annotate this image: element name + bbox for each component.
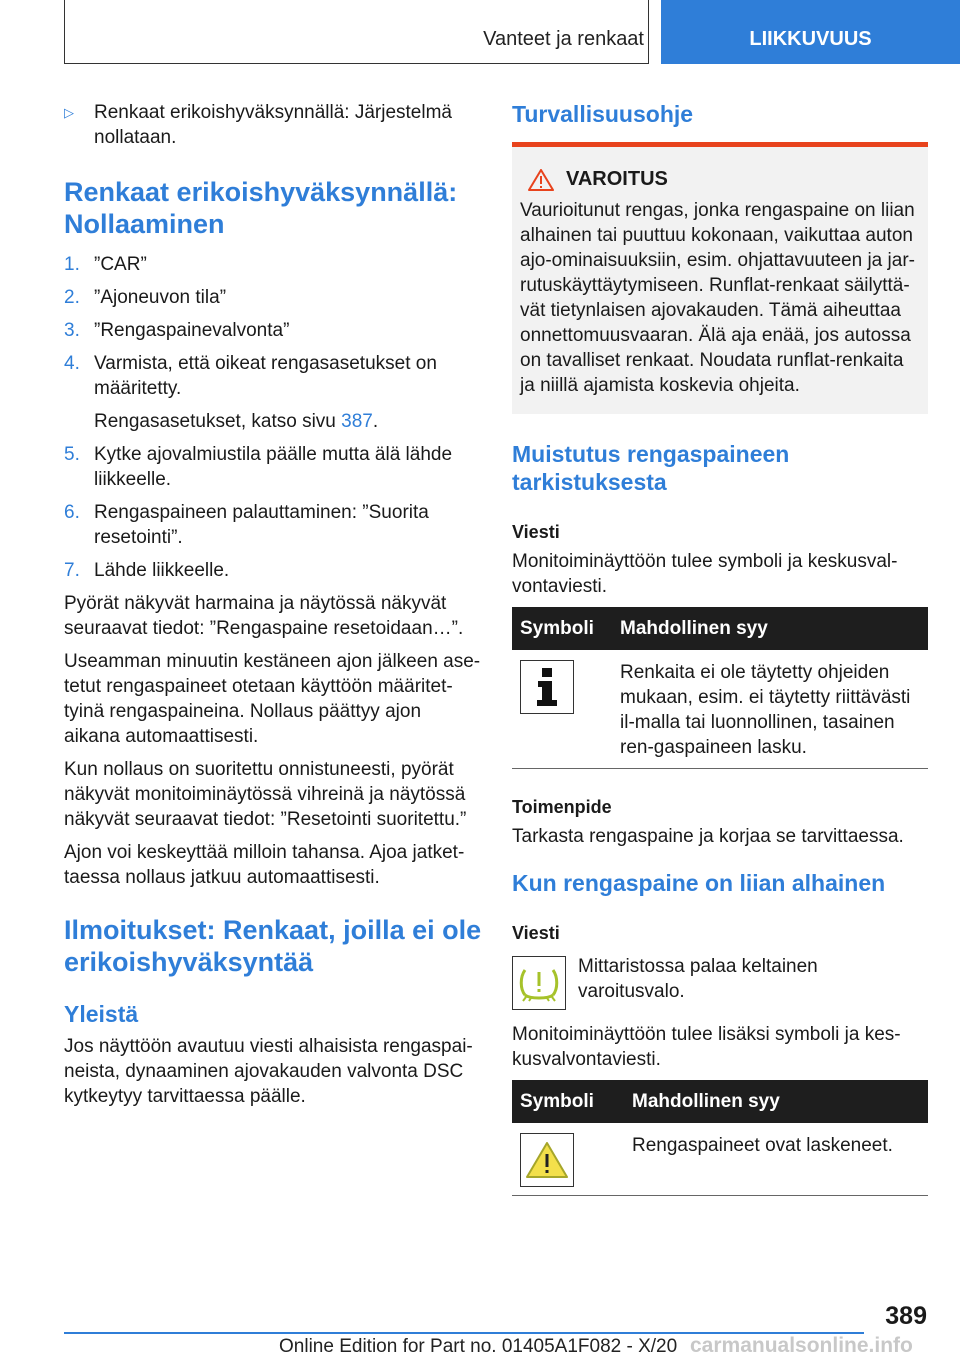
tire-pressure-warning-icon [512,956,566,1010]
page-ref-end: . [372,411,379,432]
step-number: 4. [64,353,80,374]
general-text: Jos näyttöön avautuu viesti alhaisista rengaspai-neista, dynaaminen ajovakauden valvonta DSC kytkeytyy tarvittaessa päälle. [64,1036,473,1107]
heading-safety: Turvallisuusohje [512,101,694,127]
reminder-message: Monitoiminäyttöön tulee symboli ja keskusval-vontaviesti. [512,551,898,597]
column-header-cause: Mahdollinen syy [624,1080,928,1123]
step-number: 3. [64,320,80,341]
table-row [512,1123,928,1196]
list-item [64,318,482,343]
warning-text: Vaurioitunut rengas, jonka rengaspaine on liian alhainen tai puuttuu kokonaan, vaikuttaa auton ajo-ominaisuuksiin, esim. ohjattavuuteen ja jar-rutuskäyttäytymiseen. Runflat-renkaat säilyttä-vät tietynlaisen ajovakauden. Tämä aiheuttaa onnettomuusvaaran. Älä aja enää, jos autossa on tavalliset renkaat. Noudata runflat-renkaita ja niillä ajamista koskevia ohjeita. [520,200,915,396]
step-number: 7. [64,560,80,581]
column-header-symbol: Symboli [512,1080,624,1123]
step-text-main: Varmista, että oikeat rengasasetukset on määritetty. [94,353,437,399]
heading-notifications: Ilmoitukset: Renkaat, joilla ei ole erikoishyväksyntää [64,915,482,977]
header-section-title: Vanteet ja renkaat [483,28,644,50]
step-text: Rengaspaineen palauttaminen: ”Suorita resetointi”. [94,502,429,548]
intro-bullet [64,100,482,150]
step-number: 2. [64,287,80,308]
page-number: 389 [885,1302,927,1330]
paragraph: Useamman minuutin kestäneen ajon jälkeen ase-tetut rengaspaineet otetaan käyttöön määritet-tyinä rengaspaineina. Nollaus päättyy ajon aikana automaattisesti. [64,651,481,747]
heading-general: Yleistä [64,1001,139,1027]
info-icon [520,660,574,714]
step-text [94,351,482,434]
step-number: 6. [64,502,80,523]
table-row [512,650,928,769]
heading-low-pressure: Kun rengaspaine on liian alhainen [512,870,886,896]
action-label: Toimenpide [512,797,612,817]
triangle-bullet-icon: ▷ [64,105,74,120]
cause-cell: Rengaspaineet ovat laskeneet. [624,1123,928,1196]
paragraph: Ajon voi keskeyttää milloin tahansa. Ajoa jatket-taessa nollaus jatkuu automaattisesti. [64,842,465,888]
warning-title [520,167,920,192]
step-text: ”Rengaspainevalvonta” [94,320,290,341]
step-list [64,252,482,583]
heading-reminder: Muistutus rengaspaineen tarkistuksesta [512,441,790,495]
symbol-table-low [512,1080,928,1196]
yellow-warning-icon [520,1133,574,1187]
footer-watermark: carmanualsonline.info [690,1334,913,1357]
page-ref-text: Rengasasetukset, katso sivu [94,411,342,432]
intro-bullet-text: Renkaat erikoishyväksynnällä: Järjestelmä nollataan. [94,102,452,148]
table-header-row [512,607,928,650]
warning-light-row [512,954,928,1010]
header-chapter-tab: LIIKKUVUUS [661,0,960,64]
list-item [64,558,482,583]
symbol-cell [512,650,612,769]
list-item [64,351,482,434]
table-header-row [512,1080,928,1123]
list-item [64,285,482,310]
list-item [64,442,482,492]
step-page-reference [94,409,482,434]
step-number: 1. [64,254,80,275]
step-text: Kytke ajovalmiustila päälle mutta älä lähde liikkeelle. [94,444,453,490]
warning-title-text: VAROITUS [566,168,668,190]
message-label: Viesti [512,522,560,542]
column-header-cause: Mahdollinen syy [612,607,928,650]
message-label: Viesti [512,923,560,943]
left-column [64,100,482,1117]
page-ref-link[interactable]: 387 [341,411,373,432]
symbol-cell [512,1123,624,1196]
list-item [64,252,482,277]
low-pressure-message: Monitoiminäyttöön tulee lisäksi symboli ja kes-kusvalvontaviesti. [512,1024,901,1070]
column-header-symbol: Symboli [512,607,612,650]
paragraph: Pyörät näkyvät harmaina ja näytössä näkyvät seuraavat tiedot: ”Rengaspaine resetoidaan…”. [64,593,464,639]
heading-reset: Renkaat erikoishyväksynnällä: Nollaaminen [64,177,458,239]
warning-light-text: Mittaristossa palaa keltainen varoitusvalo. [578,956,818,1002]
cause-cell: Renkaita ei ole täytetty ohjeiden mukaan, esim. ei täytetty riittävästi il-malla tai luonnollinen, tasainen ren-gaspaineen lasku. [612,650,928,769]
footer-edition: Online Edition for Part no. 01405A1F082 - X/20 [279,1336,678,1357]
step-text: ”CAR” [94,254,147,275]
step-number: 5. [64,444,80,465]
step-text: ”Ajoneuvon tila” [94,287,227,308]
warning-box [512,142,928,414]
list-item [64,500,482,550]
paragraph: Kun nollaus on suoritettu onnistuneesti, pyörät näkyvät monitoiminäytössä vihreinä ja näytössä näkyvät seuraavat tiedot: ”Resetointi suoritettu.” [64,759,467,830]
step-text: Lähde liikkeelle. [94,560,230,581]
symbol-table-reminder [512,607,928,769]
warning-triangle-icon [528,169,554,191]
right-column [512,100,928,1196]
action-text: Tarkasta rengaspaine ja korjaa se tarvittaessa. [512,826,904,847]
